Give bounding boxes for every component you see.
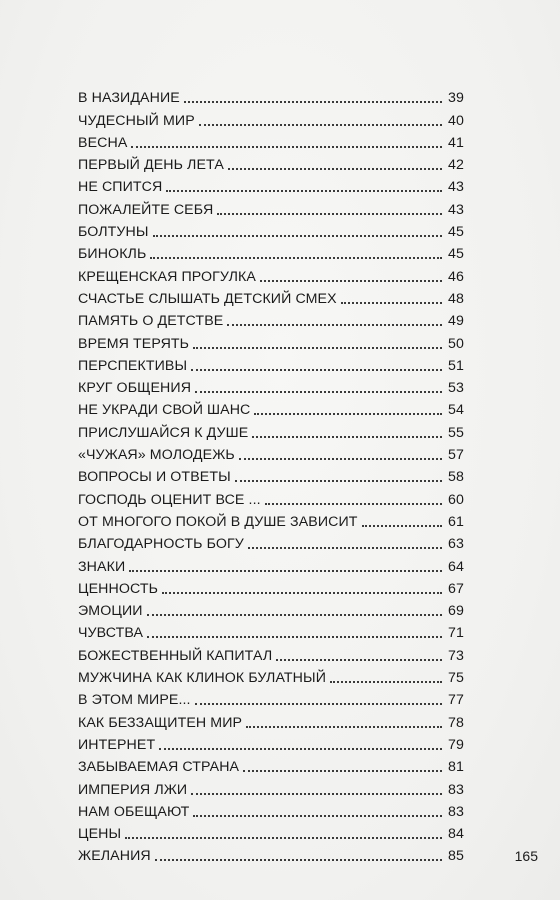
toc-entry-page: 43 [448,179,464,196]
toc-entry-title: ЧУДЕСНЫЙ МИР [78,112,195,129]
dot-leader [184,101,442,103]
dot-leader [227,324,442,326]
toc-entry [78,619,464,641]
toc-entry-page: 67 [448,580,464,597]
toc-entry-page: 57 [448,447,464,464]
toc-entry-title: ЖЕЛАНИЯ [78,848,151,865]
toc-entry-page: 75 [448,670,464,687]
dot-leader [162,592,442,594]
toc-entry-page: 83 [448,781,464,798]
dot-leader [330,681,442,683]
toc-entry [78,820,464,842]
dot-leader [147,636,442,638]
dot-leader [159,748,442,750]
dot-leader [153,235,442,237]
toc-entry [78,285,464,307]
toc-entry [78,106,464,128]
toc-entry [78,731,464,753]
dot-leader [191,369,442,371]
toc-entry-page: 43 [448,201,464,218]
dot-leader [217,213,442,215]
toc-entry [78,218,464,240]
dot-leader [260,280,442,282]
page-number: 165 [514,848,538,864]
dot-leader [276,659,442,661]
dot-leader [243,770,442,772]
toc-entry-title: ПЕРСПЕКТИВЫ [78,357,188,374]
dot-leader [239,458,442,460]
toc-entry [78,329,464,351]
toc-entry [78,262,464,284]
toc-entry [78,798,464,820]
toc-entry [78,307,464,329]
toc-entry [78,352,464,374]
dot-leader [246,726,442,728]
toc-entry-page: 51 [448,357,464,374]
toc-entry-title: МУЖЧИНА КАК КЛИНОК БУЛАТНЫЙ [78,670,326,687]
toc-entry-title: ПАМЯТЬ О ДЕТСТВЕ [78,313,224,330]
toc-entry-title: В ЭТОМ МИРЕ... [78,692,191,709]
toc-entry-title: ЦЕННОСТЬ [78,580,159,597]
toc-entry-title: НЕ СПИТСЯ [78,179,163,196]
toc-entry [78,508,464,530]
toc-entry-title: ОТ МНОГОГО ПОКОЙ В ДУШЕ ЗАВИСИТ [78,513,358,530]
toc-entry [78,842,464,864]
toc-entry-page: 54 [448,402,464,419]
dot-leader [228,168,442,170]
toc-entry-page: 58 [448,469,464,486]
toc-entry-page: 46 [448,268,464,285]
toc-entry-title: ЭМОЦИИ [78,603,143,620]
toc-entry-title: НЕ УКРАДИ СВОЙ ШАНС [78,402,251,419]
toc-entry [78,708,464,730]
toc-entry [78,441,464,463]
dot-leader [193,815,442,817]
toc-entry [78,552,464,574]
toc-entry-title: ИМПЕРИЯ ЛЖИ [78,781,188,798]
dot-leader [235,480,442,482]
toc-entry-title: КРЕЩЕНСКАЯ ПРОГУЛКА [78,268,256,285]
toc-entry [78,775,464,797]
toc-entry-title: ПОЖАЛЕЙТЕ СЕБЯ [78,201,214,218]
dot-leader [193,347,442,349]
toc-entry [78,151,464,173]
toc-entry-page: 53 [448,380,464,397]
dot-leader [195,391,442,393]
toc-entry-title: ЧУВСТВА [78,625,144,642]
toc-entry-title: КРУГ ОБЩЕНИЯ [78,380,192,397]
toc-entry-title: В НАЗИДАНИЕ [78,90,180,107]
toc-entry-page: 48 [448,290,464,307]
dot-leader [125,837,442,839]
toc-entry [78,418,464,440]
toc-entry [78,396,464,418]
toc-entry-title: ПРИСЛУШАЙСЯ К ДУШЕ [78,424,249,441]
dot-leader [191,793,442,795]
dot-leader [341,302,442,304]
toc-entry-title: БЛАГОДАРНОСТЬ БОГУ [78,536,244,553]
toc-entry-title: ЗАБЫВАЕМАЯ СТРАНА [78,759,240,776]
dot-leader [166,190,442,192]
toc-entry [78,641,464,663]
toc-entry-page: 79 [448,736,464,753]
toc-entry-page: 73 [448,647,464,664]
toc-entry [78,173,464,195]
toc-entry-page: 39 [448,90,464,107]
toc-entry-page: 69 [448,603,464,620]
dot-leader [129,570,442,572]
toc-entry [78,597,464,619]
toc-entry [78,195,464,217]
toc-entry-page: 78 [448,714,464,731]
toc-entry [78,129,464,151]
toc-entry-title: БОЖЕСТВЕННЫЙ КАПИТАЛ [78,647,273,664]
table-of-contents [78,84,464,864]
toc-entry-page: 50 [448,335,464,352]
toc-entry-page: 85 [448,848,464,865]
toc-entry [78,240,464,262]
toc-entry-title: БИНОКЛЬ [78,246,147,263]
dot-leader [265,503,442,505]
toc-entry [78,575,464,597]
toc-entry-page: 63 [448,536,464,553]
toc-entry-title: БОЛТУНЫ [78,224,149,241]
toc-entry [78,463,464,485]
toc-entry [78,686,464,708]
toc-entry [78,753,464,775]
dot-leader [131,146,442,148]
toc-entry-page: 49 [448,313,464,330]
dot-leader [199,124,442,126]
toc-entry-page: 60 [448,491,464,508]
toc-entry-title: НАМ ОБЕЩАЮТ [78,803,190,820]
toc-entry-page: 42 [448,157,464,174]
toc-entry-title: «ЧУЖАЯ» МОЛОДЕЖЬ [78,447,235,464]
toc-entry-page: 64 [448,558,464,575]
toc-entry [78,485,464,507]
toc-entry-page: 84 [448,826,464,843]
toc-entry-title: ВОПРОСЫ И ОТВЕТЫ [78,469,231,486]
dot-leader [150,257,442,259]
toc-entry-page: 81 [448,759,464,776]
dot-leader [362,525,442,527]
toc-entry-page: 83 [448,803,464,820]
toc-entry-title: ЗНАКИ [78,558,126,575]
toc-entry [78,664,464,686]
dot-leader [155,859,442,861]
toc-entry-page: 45 [448,246,464,263]
dot-leader [195,703,442,705]
dot-leader [252,436,442,438]
toc-entry-title: ВРЕМЯ ТЕРЯТЬ [78,335,190,352]
toc-entry-page: 40 [448,112,464,129]
toc-entry-page: 41 [448,134,464,151]
toc-entry [78,530,464,552]
toc-entry-page: 55 [448,424,464,441]
dot-leader [248,547,442,549]
toc-entry-page: 71 [448,625,464,642]
toc-entry [78,84,464,106]
toc-entry-title: ЦЕНЫ [78,826,122,843]
toc-entry-title: КАК БЕЗЗАЩИТЕН МИР [78,714,243,731]
toc-entry-title: СЧАСТЬЕ СЛЫШАТЬ ДЕТСКИЙ СМЕХ [78,290,337,307]
toc-entry-title: ПЕРВЫЙ ДЕНЬ ЛЕТА [78,157,224,174]
toc-entry-page: 77 [448,692,464,709]
toc-entry-title: ВЕСНА [78,134,128,151]
dot-leader [147,614,442,616]
dot-leader [254,413,442,415]
toc-entry-title: ИНТЕРНЕТ [78,736,156,753]
toc-entry-page: 61 [448,513,464,530]
toc-entry [78,374,464,396]
toc-entry-page: 45 [448,224,464,241]
toc-entry-title: ГОСПОДЬ ОЦЕНИТ ВСЕ ... [78,491,261,508]
